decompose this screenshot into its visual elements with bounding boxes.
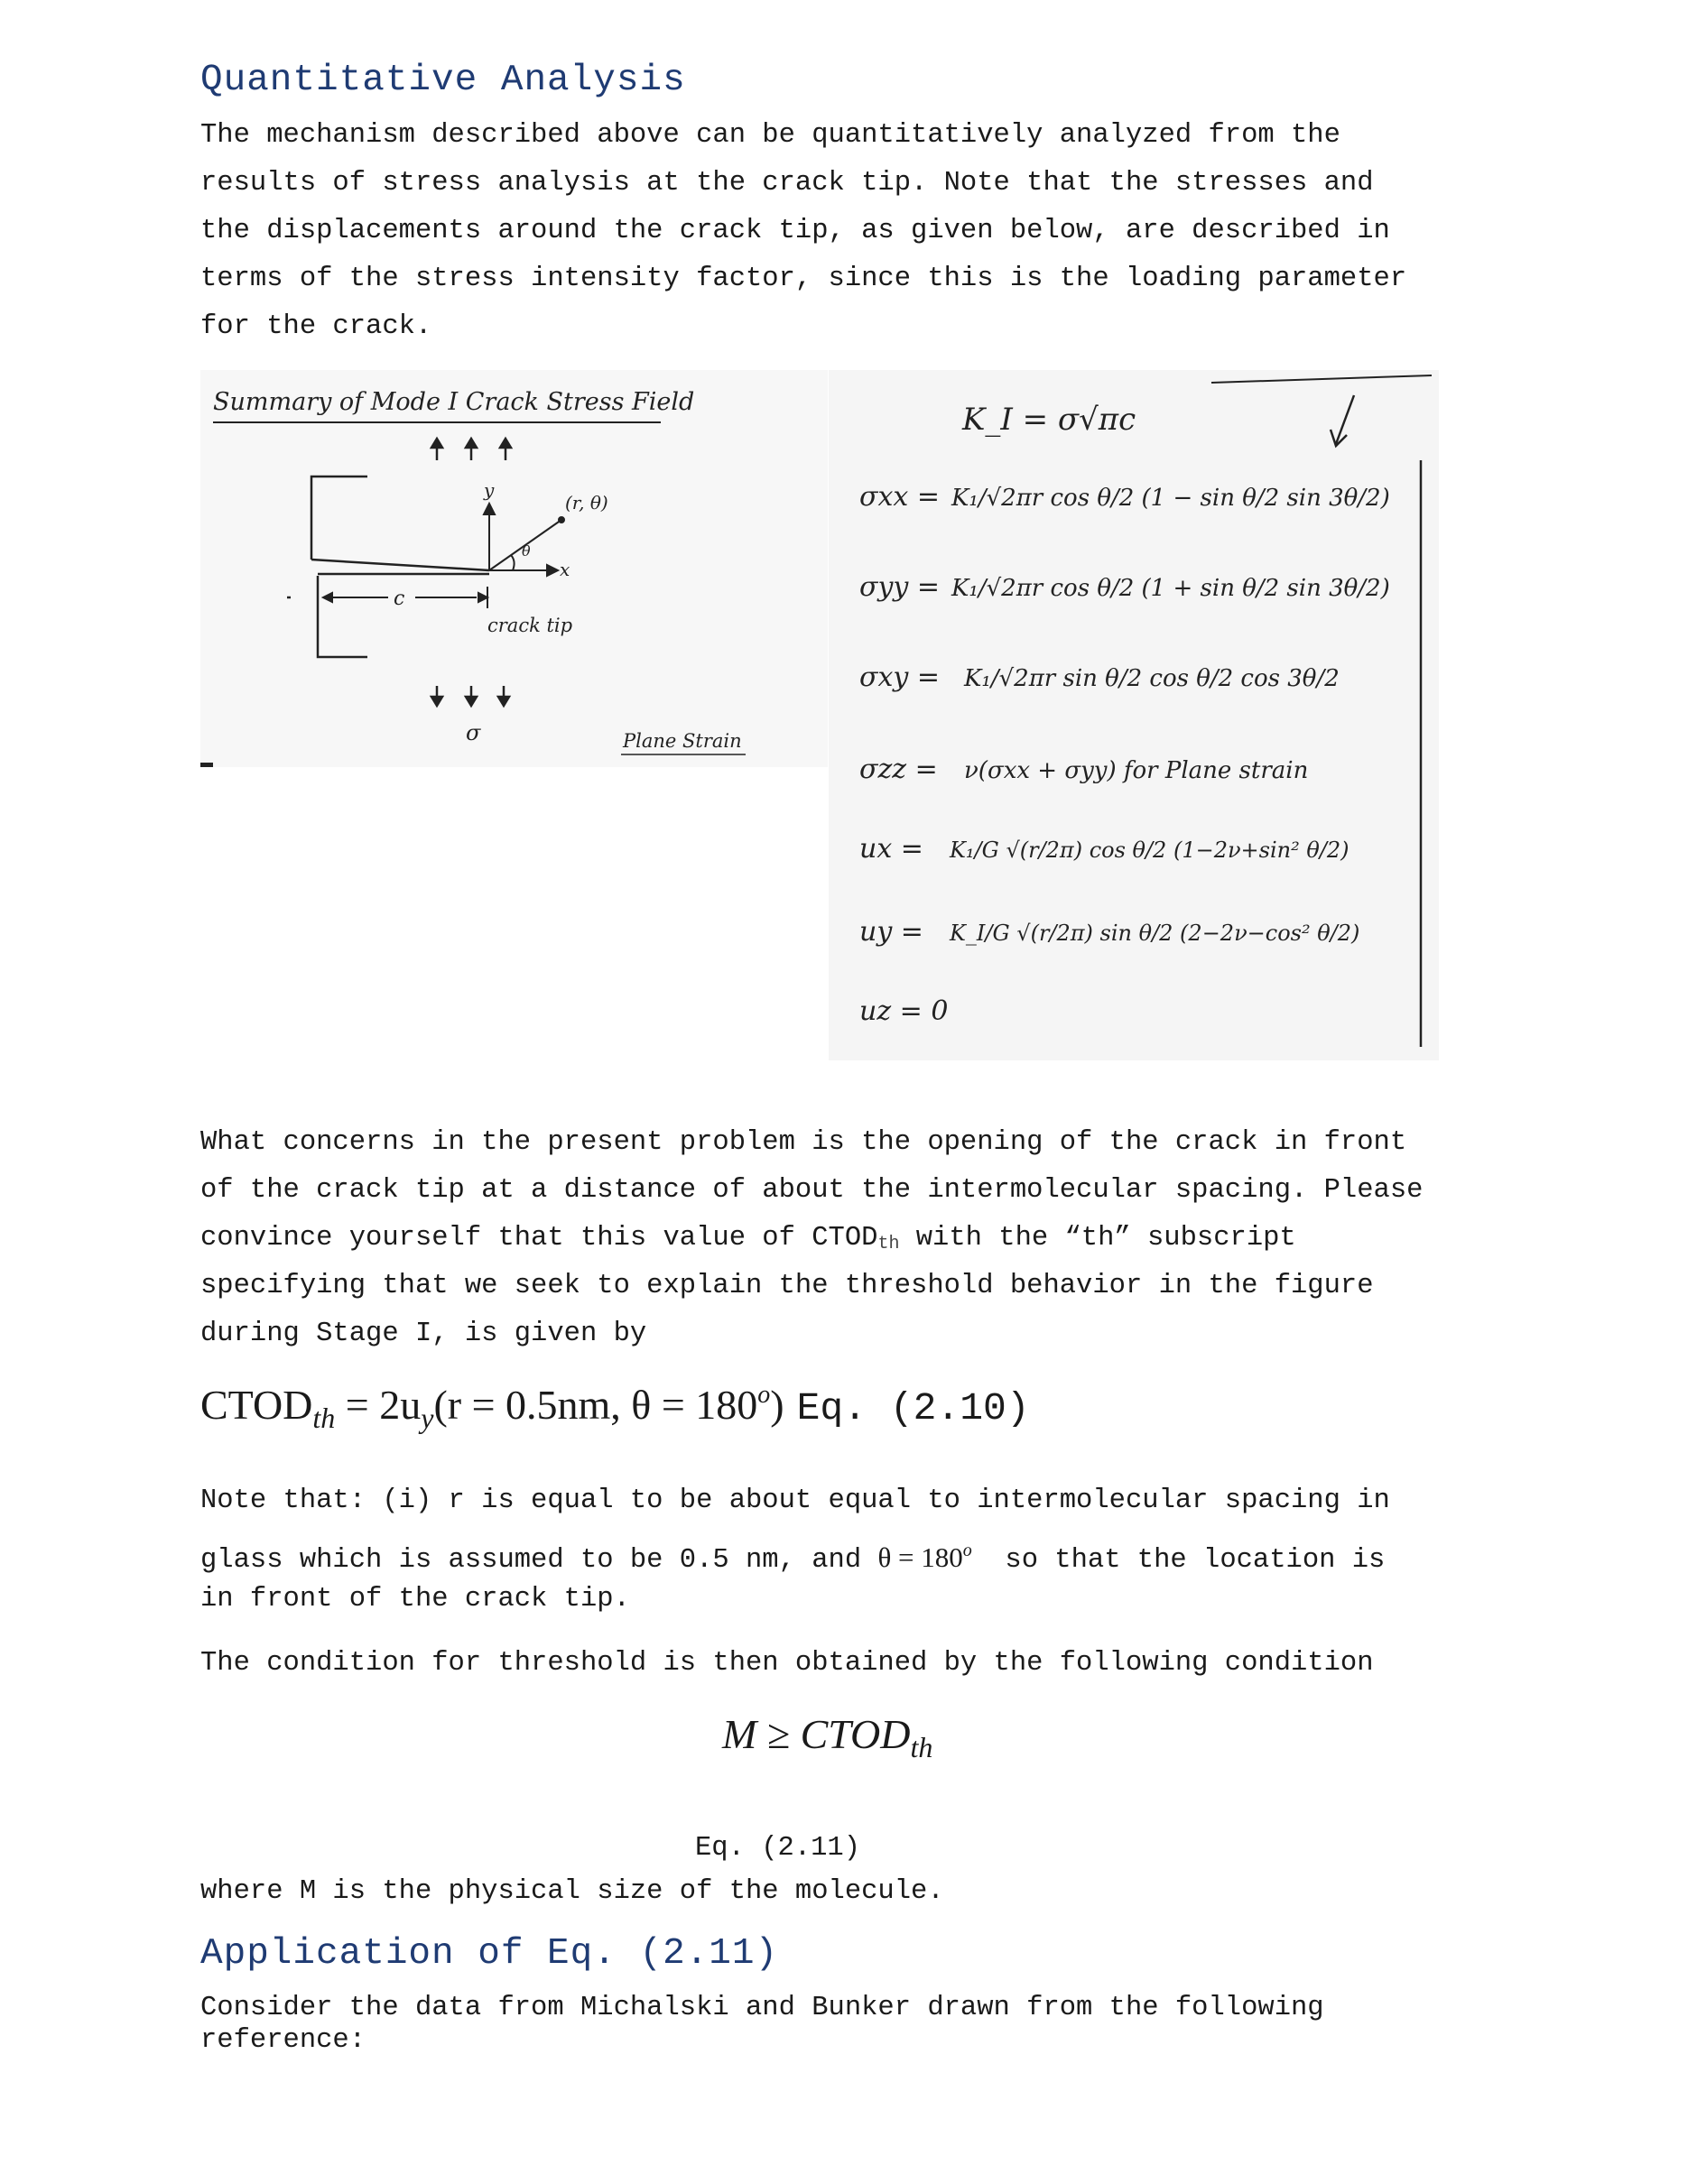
eq-sigma-zz-rhs: ν(σxx + σyy) for Plane strain (964, 757, 1309, 784)
paragraph-line: during Stage I, is given by (200, 1319, 647, 1349)
paragraph-line: for the crack. (200, 311, 432, 342)
eq-ctod: CTOD (200, 1382, 313, 1428)
eq-sigma-xy-rhs: K₁/√2πr sin θ/2 cos θ/2 cos 3θ/2 (964, 665, 1340, 692)
eq-sigma-zz-lhs: σzz = (859, 754, 938, 785)
eq-sigma-xy-lhs: σxy = (859, 662, 941, 693)
paragraph-line: The mechanism described above can be quantitatively analyzed from the (200, 120, 1340, 151)
condition-paragraph: The condition for threshold is then obtained by the following condition (200, 1648, 1374, 1679)
paragraph-line: results of stress analysis at the crack tip. Note that the stresses and (200, 168, 1374, 199)
point-label: (r, θ) (565, 492, 608, 514)
paragraph-line: What concerns in the present problem is the opening of the crack in front (200, 1127, 1407, 1158)
eq-subscript: th (312, 1402, 336, 1434)
paragraph-text: convince yourself that this value of CTOD (200, 1223, 878, 1254)
eq-text: (r = 0.5nm, θ = 180 (433, 1382, 758, 1428)
paragraph-text: so that the location is (971, 1545, 1386, 1576)
applied-stress-label: σ (466, 720, 481, 745)
eq-text: ) (770, 1382, 784, 1428)
paragraph-line: Consider the data from Michalski and Bunker drawn from the following (200, 1993, 1324, 2023)
eq-sigma-yy-lhs: σyy = (859, 571, 941, 603)
equation-2-11 (722, 1710, 932, 1764)
eq-text: = 2u (335, 1382, 422, 1428)
paragraph-line: Note that: (i) r is equal to be about equal to intermolecular spacing in (200, 1485, 1390, 1516)
eq-text: M ≥ CTOD (722, 1711, 911, 1757)
eq-ux-rhs: K₁/G √(r/2π) cos θ/2 (1−2ν+sin² θ/2) (950, 838, 1349, 863)
applied-stress-arrows-bottom (431, 686, 509, 706)
section-title-application: Application of Eq. (2.11) (200, 1933, 779, 1975)
paragraph-line: reference: (200, 2025, 366, 2056)
paragraph-text: glass which is assumed to be 0.5 nm, and (200, 1545, 878, 1576)
molecule-size-paragraph: where M is the physical size of the molecule. (200, 1876, 944, 1907)
paragraph-line: the displacements around the crack tip, as given below, are described in (200, 216, 1390, 246)
paragraph-line: specifying that we seek to explain the threshold behavior in the figure (200, 1271, 1374, 1301)
eq-uy-rhs: K_I/G √(r/2π) sin θ/2 (2−2ν−cos² θ/2) (950, 921, 1360, 946)
theta-label: θ (522, 542, 531, 560)
crack-tip-axes (484, 504, 564, 576)
scan-artifact-mark (200, 763, 213, 767)
crack-stress-field-diagram (200, 370, 828, 767)
eq-stress-intensity: K_I = σ√πc (962, 402, 1136, 438)
subscript-th: th (877, 1234, 900, 1254)
paragraph-line: of the crack tip at a distance of about the intermolecular spacing. Please (200, 1175, 1424, 1206)
eq-sigma-xx-lhs: σxx = (859, 481, 940, 513)
inline-math: θ = 180 (877, 1541, 963, 1573)
paragraph-line (200, 1215, 1296, 1268)
eq-uy-lhs: uy = (859, 916, 923, 948)
eq-superscript: o (757, 1381, 771, 1409)
stress-field-equations (829, 370, 1439, 1060)
equations-svg (829, 370, 1439, 1060)
crack-diagram-svg (200, 370, 828, 767)
paragraph-line: terms of the stress intensity factor, since this is the loading parameter (200, 264, 1407, 294)
equation-label: Eq. (2.11) (695, 1832, 861, 1864)
inline-math-superscript: o (962, 1541, 972, 1560)
equation-label: Eq. (2.10) (796, 1386, 1030, 1430)
eq-ux-lhs: ux = (859, 833, 923, 865)
eq-subscript: th (910, 1731, 933, 1763)
crack-length-label: c (394, 588, 405, 610)
eq-uz: uz = 0 (859, 995, 949, 1027)
equation-2-10 (200, 1381, 1030, 1435)
eq-sigma-yy-rhs: K₁/√2πr cos θ/2 (1 + sin θ/2 sin 3θ/2) (951, 575, 1390, 602)
down-arrow-icon (1331, 395, 1354, 446)
y-axis-label: y (484, 479, 495, 501)
paragraph-line: in front of the crack tip. (200, 1584, 630, 1615)
applied-stress-arrows-top (431, 439, 511, 460)
specimen-outline (287, 477, 489, 657)
plane-strain-label: Plane Strain (623, 730, 742, 752)
paragraph-text: with the “th” subscript (899, 1223, 1296, 1254)
crack-tip-label: crack tip (487, 615, 573, 636)
section-title-quantitative-analysis: Quantitative Analysis (200, 60, 686, 101)
x-axis-label: x (560, 559, 570, 580)
eq-subscript: y (421, 1402, 434, 1434)
crack-length-dimension (323, 587, 487, 608)
eq-sigma-xx-rhs: K₁/√2πr cos θ/2 (1 − sin θ/2 sin 3θ/2) (951, 485, 1390, 512)
diagram-title: Summary of Mode I Crack Stress Field (213, 388, 695, 416)
